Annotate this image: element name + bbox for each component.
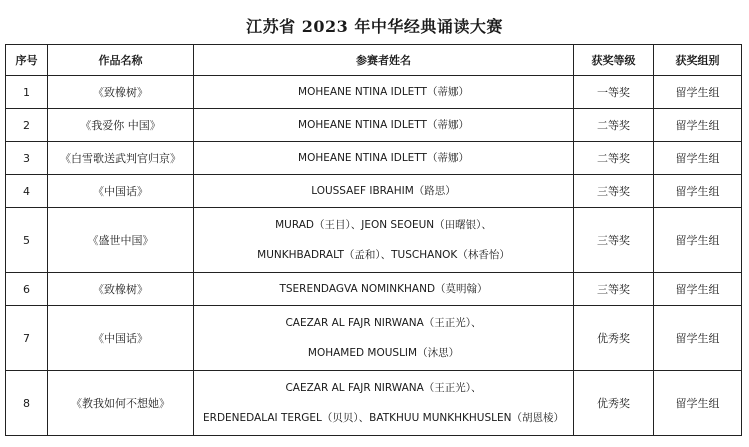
- cell-participant-names: [194, 208, 574, 273]
- cell-award-group: 留学生组: [654, 273, 742, 306]
- cell-work-title: 《中国话》: [48, 175, 194, 208]
- cell-number: 2: [6, 109, 48, 142]
- page-title: 江苏省 2023 年中华经典诵读大赛: [246, 17, 503, 36]
- cell-work-title: 《教我如何不想她》: [48, 371, 194, 436]
- participant-line: LOUSSAEF IBRAHIM（路思）: [311, 185, 456, 197]
- cell-work-title: 《致橡树》: [48, 76, 194, 109]
- participant-line: CAEZAR AL FAJR NIRWANA（王正光）、: [285, 382, 482, 394]
- participant-line: MURAD（王目）、JEON SEOEUN（田曙银）、: [275, 219, 492, 231]
- cell-award-group: 留学生组: [654, 306, 742, 371]
- table-row: [6, 142, 742, 175]
- awards-table: [5, 44, 742, 436]
- table-row: [6, 371, 742, 436]
- header-number: 序号: [6, 45, 48, 76]
- table-row: [6, 175, 742, 208]
- cell-number: 6: [6, 273, 48, 306]
- cell-award-level: 优秀奖: [574, 306, 654, 371]
- table-row: [6, 208, 742, 273]
- header-award-group: 获奖组别: [654, 45, 742, 76]
- cell-participant-names: [194, 175, 574, 208]
- cell-award-level: 三等奖: [574, 273, 654, 306]
- cell-award-level: 三等奖: [574, 175, 654, 208]
- participant-line: ERDENEDALAI TERGEL（贝贝）、BATKHUU MUNKHKHUSLEN（胡恩棱）: [203, 412, 564, 424]
- cell-award-group: 留学生组: [654, 76, 742, 109]
- table-row: [6, 306, 742, 371]
- cell-award-level: 二等奖: [574, 142, 654, 175]
- table-row: [6, 109, 742, 142]
- cell-award-group: 留学生组: [654, 208, 742, 273]
- cell-work-title: 《盛世中国》: [48, 208, 194, 273]
- cell-award-group: 留学生组: [654, 175, 742, 208]
- cell-participant-names: [194, 306, 574, 371]
- participant-line: MUNKHBADRALT（孟和）、TUSCHANOK（林香怡）: [257, 249, 510, 261]
- participant-line: MOHEANE NTINA IDLETT（蒂娜）: [298, 86, 469, 98]
- table-row: [6, 76, 742, 109]
- header-participant-names: 参赛者姓名: [194, 45, 574, 76]
- header-award-level: 获奖等级: [574, 45, 654, 76]
- cell-participant-names: [194, 273, 574, 306]
- cell-number: 8: [6, 371, 48, 436]
- table-header-row: [6, 45, 742, 76]
- participant-line: CAEZAR AL FAJR NIRWANA（王正光）、: [285, 317, 482, 329]
- cell-number: 7: [6, 306, 48, 371]
- cell-number: 1: [6, 76, 48, 109]
- cell-award-level: 一等奖: [574, 76, 654, 109]
- participant-line: MOHEANE NTINA IDLETT（蒂娜）: [298, 119, 469, 131]
- participant-line: TSERENDAGVA NOMINKHAND（莫明翰）: [279, 283, 488, 295]
- cell-participant-names: [194, 371, 574, 436]
- cell-award-group: 留学生组: [654, 109, 742, 142]
- cell-award-level: 二等奖: [574, 109, 654, 142]
- table-row: [6, 273, 742, 306]
- cell-number: 5: [6, 208, 48, 273]
- cell-work-title: 《致橡树》: [48, 273, 194, 306]
- cell-work-title: 《白雪歌送武判官归京》: [48, 142, 194, 175]
- cell-work-title: 《中国话》: [48, 306, 194, 371]
- cell-award-group: 留学生组: [654, 142, 742, 175]
- cell-number: 4: [6, 175, 48, 208]
- cell-award-level: 三等奖: [574, 208, 654, 273]
- cell-award-level: 优秀奖: [574, 371, 654, 436]
- cell-participant-names: [194, 142, 574, 175]
- header-work-title: 作品名称: [48, 45, 194, 76]
- cell-award-group: 留学生组: [654, 371, 742, 436]
- cell-participant-names: [194, 109, 574, 142]
- cell-number: 3: [6, 142, 48, 175]
- cell-work-title: 《我爱你 中国》: [48, 109, 194, 142]
- cell-participant-names: [194, 76, 574, 109]
- participant-line: MOHEANE NTINA IDLETT（蒂娜）: [298, 152, 469, 164]
- participant-line: MOHAMED MOUSLIM（沐思）: [307, 347, 460, 359]
